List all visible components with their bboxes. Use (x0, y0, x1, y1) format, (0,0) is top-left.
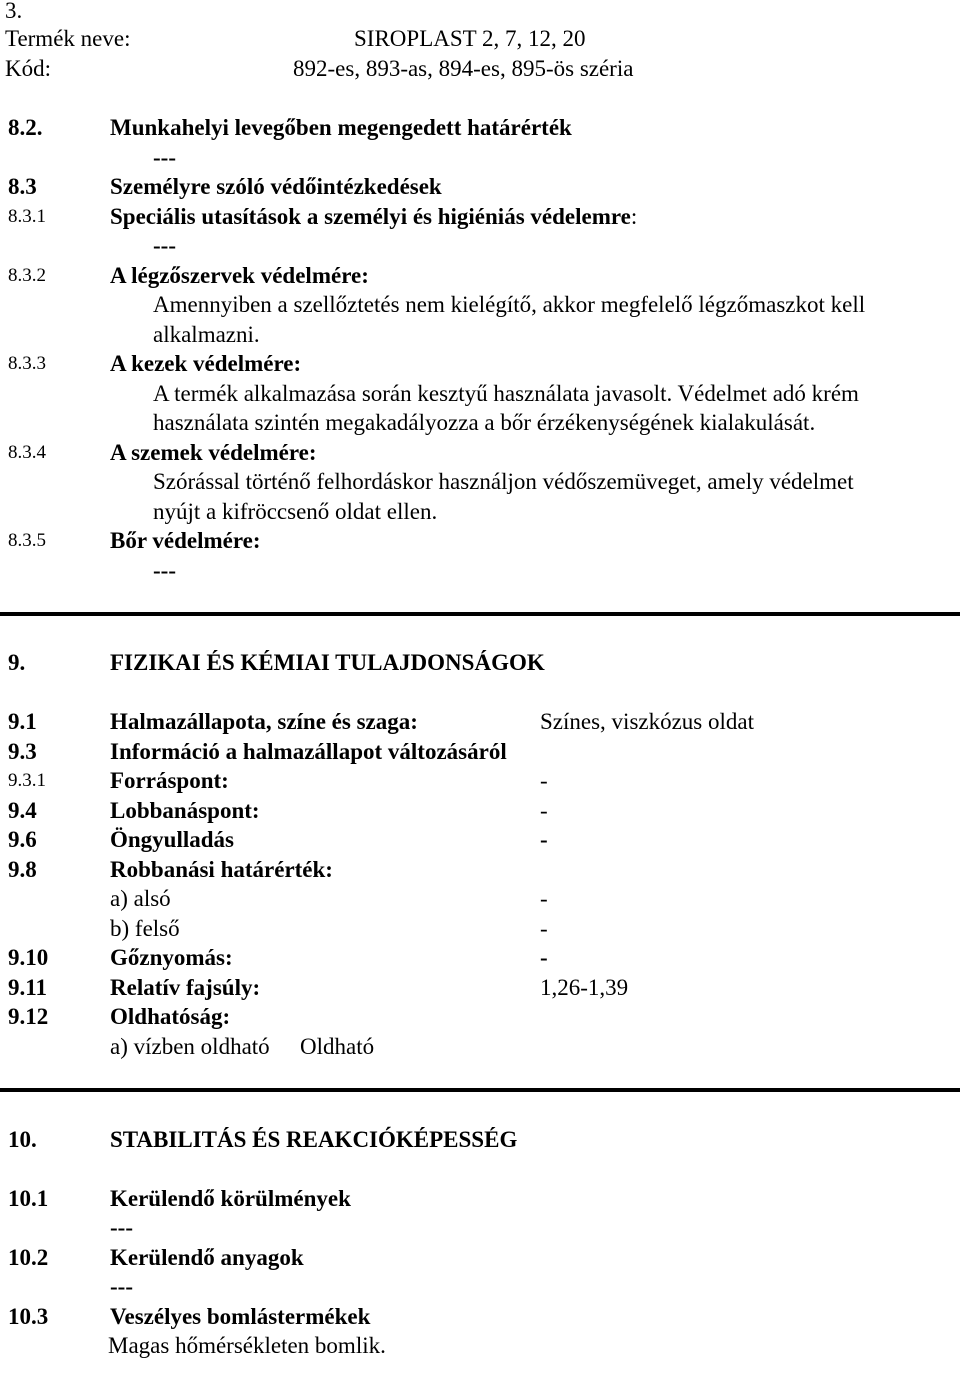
section-10-1-title: Kerülendő körülmények (110, 1186, 351, 1211)
section-8-3-5-number: 8.3.5 (8, 530, 46, 551)
section-8-3-1-value: --- (153, 233, 176, 258)
property-number: 9.3.1 (8, 770, 46, 791)
property-number: 9.3 (8, 739, 37, 764)
section-8-2-title: Munkahelyi levegőben megengedett határérték (110, 115, 572, 140)
section-8-3-3-text-line-1: A termék alkalmazása során kesztyű használata javasolt. Védelmet adó krém (153, 381, 859, 406)
product-code-value: 892-es, 893-as, 894-es, 895-ös széria (293, 56, 634, 81)
section-8-3-3-title: A kezek védelmére: (110, 351, 302, 376)
product-code-label: Kód: (5, 56, 51, 81)
solubility-value: Oldható (300, 1034, 375, 1059)
property-value: Színes, viszkózus oldat (540, 709, 754, 734)
property-label: Lobbanáspont: (110, 798, 260, 823)
section-8-3-4-text-line-2: nyújt a kifröccsenő oldat ellen. (153, 499, 438, 524)
solubility-label: a) vízben oldható (110, 1034, 270, 1059)
section-8-3-1-heading (110, 202, 637, 232)
property-label: Oldhatóság: (110, 1004, 231, 1029)
property-number: 9.1 (8, 709, 37, 734)
section-8-3-1-number: 8.3.1 (8, 206, 46, 227)
property-label: Forráspont: (110, 768, 229, 793)
property-value: - (540, 945, 548, 970)
section-9-title: FIZIKAI ÉS KÉMIAI TULAJDONSÁGOK (110, 650, 545, 675)
property-label: Relatív fajsúly: (110, 975, 261, 1000)
property-value: - (540, 798, 548, 823)
property-number: 9.6 (8, 827, 37, 852)
section-10-3-text: Magas hőmérsékleten bomlik. (108, 1333, 386, 1358)
section-8-3-3-number: 8.3.3 (8, 353, 46, 374)
section-10-title: STABILITÁS ÉS REAKCIÓKÉPESSÉG (110, 1127, 518, 1152)
section-8-2-value: --- (153, 145, 176, 170)
property-value: - (540, 886, 548, 911)
section-8-3-5-title: Bőr védelmére: (110, 528, 261, 553)
section-10-3-title: Veszélyes bomlástermékek (110, 1304, 371, 1329)
section-10-2-title: Kerülendő anyagok (110, 1245, 304, 1270)
property-label: Halmazállapota, színe és szaga: (110, 709, 418, 734)
property-label: Gőznyomás: (110, 945, 233, 970)
product-name-value: SIROPLAST 2, 7, 12, 20 (354, 26, 586, 51)
section-8-3-4-text-line-1: Szórással történő felhordáskor használjon védőszemüveget, amely védelmet (153, 469, 854, 494)
section-8-3-2-title: A légzőszervek védelmére: (110, 263, 369, 288)
section-8-3-2-text-line-2: alkalmazni. (153, 322, 260, 347)
property-value: - (540, 916, 548, 941)
property-number: 9.4 (8, 798, 37, 823)
section-divider (0, 612, 960, 616)
section-8-3-1-colon: : (630, 204, 638, 229)
section-8-3-2-number: 8.3.2 (8, 265, 46, 286)
property-number: 9.8 (8, 857, 37, 882)
section-8-2-number: 8.2. (8, 115, 43, 140)
property-value: - (540, 768, 548, 793)
section-10-3-number: 10.3 (8, 1304, 49, 1329)
property-number: 9.10 (8, 945, 49, 970)
section-8-3-title: Személyre szóló védőintézkedések (110, 174, 442, 199)
section-10-2-value: --- (110, 1274, 133, 1299)
product-name-label: Termék neve: (5, 26, 131, 51)
section-10-2-number: 10.2 (8, 1245, 49, 1270)
property-label: Öngyulladás (110, 827, 234, 852)
section-8-3-5-value: --- (153, 558, 176, 583)
section-8-3-4-title: A szemek védelmére: (110, 440, 317, 465)
property-number: 9.11 (8, 975, 47, 1000)
section-divider (0, 1088, 960, 1092)
section-8-3-number: 8.3 (8, 174, 37, 199)
property-value: 1,26-1,39 (540, 975, 629, 1000)
property-label: a) alsó (110, 886, 171, 911)
property-label: b) felső (110, 916, 180, 941)
property-number: 9.12 (8, 1004, 49, 1029)
page-number: 3. (5, 0, 23, 23)
property-value: - (540, 827, 548, 852)
section-8-3-2-text-line-1: Amennyiben a szellőztetés nem kielégítő, akkor megfelelő légzőmaszkot kell (153, 292, 866, 317)
section-9-number: 9. (8, 650, 26, 675)
property-label: Információ a halmazállapot változásáról (110, 739, 507, 764)
section-10-1-number: 10.1 (8, 1186, 49, 1211)
section-8-3-4-number: 8.3.4 (8, 442, 46, 463)
section-10-1-value: --- (110, 1215, 133, 1240)
section-8-3-1-title: Speciális utasítások a személyi és higiéniás védelemre (110, 204, 631, 229)
property-label: Robbanási határérték: (110, 857, 333, 882)
section-10-number: 10. (8, 1127, 37, 1152)
section-8-3-3-text-line-2: használata szintén megakadályozza a bőr érzékenységének kialakulását. (153, 410, 816, 435)
